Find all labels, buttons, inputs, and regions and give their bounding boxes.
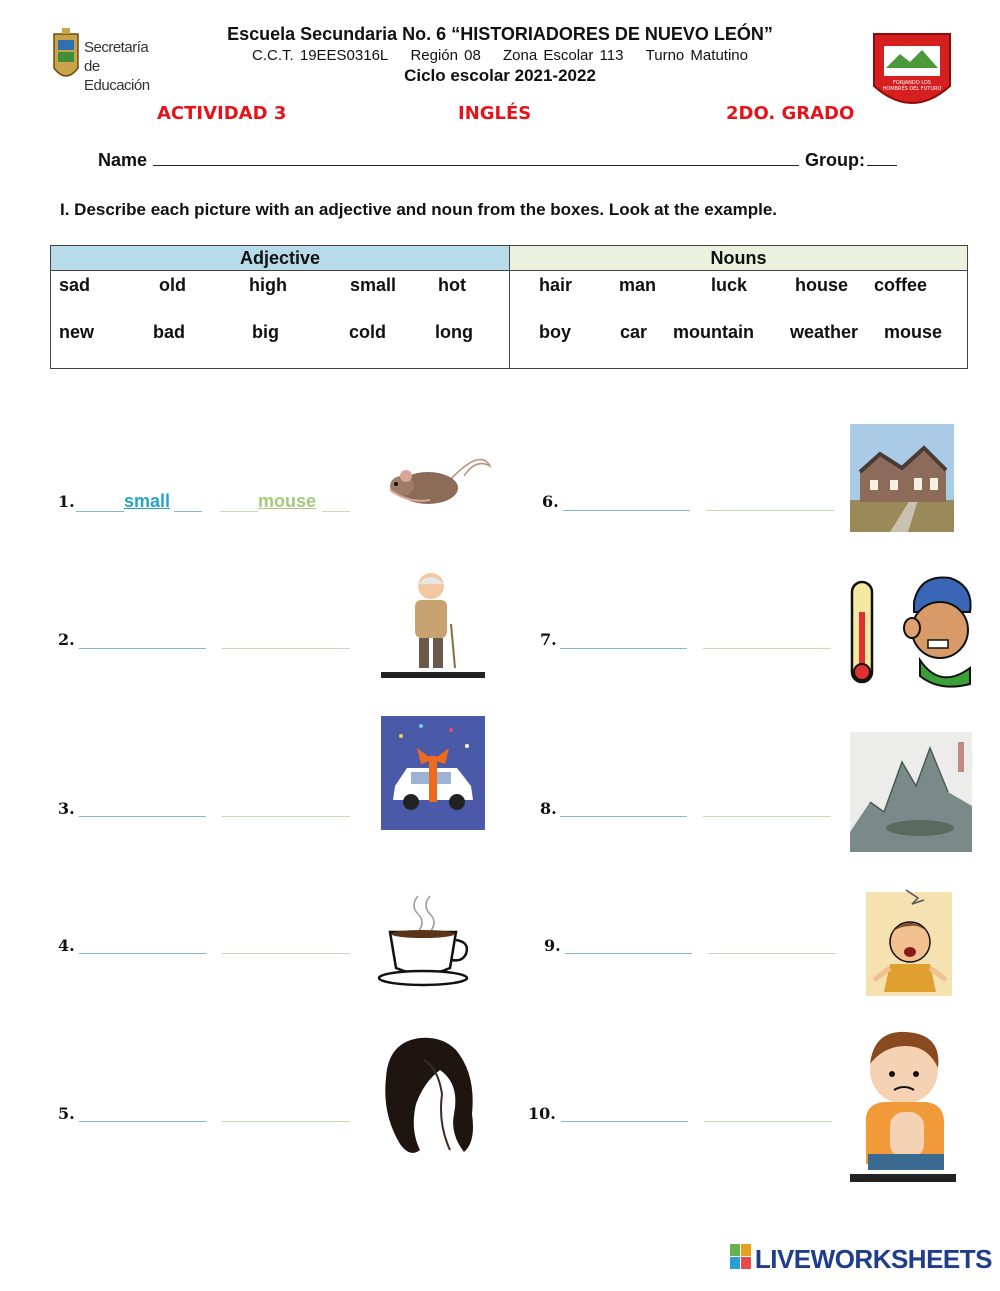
answer-input-adjective[interactable] [560, 648, 687, 649]
noun-word: mouse [884, 322, 943, 342]
answer-input-adjective[interactable] [561, 1121, 688, 1122]
group-field[interactable] [867, 151, 897, 166]
answer-input-adjective[interactable] [79, 816, 206, 817]
sec-logo-line2: de Educación [84, 58, 150, 94]
school-seal-icon [868, 24, 956, 112]
item-number: 8. [540, 799, 557, 818]
seal-motto-line2: HOMBRES DEL FUTURO [882, 86, 942, 92]
noun-word: boy [539, 322, 572, 342]
name-field[interactable] [153, 151, 799, 166]
example-noun: mouse [258, 491, 317, 511]
liveworksheets-mark-icon [730, 1244, 752, 1277]
answer-input-noun[interactable] [708, 953, 836, 954]
adjective-header: Adjective [51, 246, 510, 271]
old-man-icon [381, 568, 485, 678]
answer-input-adjective[interactable] [79, 1121, 206, 1122]
activity-label: ACTIVIDAD 3 [157, 103, 287, 124]
school-zone: Zona Escolar 113 [503, 47, 624, 64]
subject-label: INGLÉS [458, 103, 532, 124]
answer-blank [322, 511, 350, 512]
seal-motto-line1: FORJANDO LOS [893, 80, 931, 86]
grade-label: 2DO. GRADO [726, 103, 855, 124]
name-label: Name [98, 150, 148, 170]
answer-blank [76, 511, 124, 512]
cct-code: C.C.T. 19EES0316L [252, 47, 389, 64]
answer-input-adjective[interactable] [79, 953, 206, 954]
new-car-icon [381, 716, 485, 830]
answer-input-noun[interactable] [703, 816, 831, 817]
adjective-word: new [59, 322, 95, 342]
answer-input-noun[interactable] [704, 1121, 832, 1122]
answer-blank [220, 511, 258, 512]
mouse-icon [380, 428, 492, 530]
noun-word: house [795, 275, 849, 295]
adjective-word: long [435, 322, 473, 342]
item-number: 3. [58, 799, 75, 818]
item-number: 9. [544, 936, 561, 955]
noun-word: mountain [673, 322, 754, 342]
answer-input-noun[interactable] [222, 1121, 350, 1122]
cold-weather-icon [850, 572, 974, 690]
answer-input-adjective[interactable] [79, 648, 206, 649]
noun-word: luck [711, 275, 748, 295]
instruction: I. Describe each picture with an adjective and noun from the boxes. Look at the example. [60, 200, 778, 219]
answer-input-adjective[interactable] [560, 816, 687, 817]
item-number: 5. [58, 1104, 75, 1123]
shift: Turno Matutino [645, 47, 748, 64]
adjective-word: sad [59, 275, 91, 295]
liveworksheets-logo[interactable] [730, 1244, 992, 1277]
answer-input-adjective[interactable] [565, 953, 692, 954]
adjective-word: old [159, 275, 186, 295]
item-number: 7. [540, 630, 557, 649]
noun-word: man [619, 275, 657, 295]
answer-input-noun[interactable] [222, 816, 350, 817]
item-number: 10. [528, 1104, 556, 1123]
answer-input-noun[interactable] [706, 510, 834, 511]
school-details [0, 47, 1000, 64]
answer-input-noun[interactable] [222, 953, 350, 954]
answer-input-noun[interactable] [703, 648, 831, 649]
item-number: 4. [58, 936, 75, 955]
school-cycle: Ciclo escolar 2021-2022 [404, 66, 596, 85]
noun-word: car [620, 322, 648, 342]
big-house-icon [850, 424, 954, 532]
answer-input-noun[interactable] [222, 648, 350, 649]
school-seal [868, 24, 956, 112]
sec-logo-line1: Secretaría [84, 39, 149, 56]
adjective-word: big [252, 322, 279, 342]
noun-word: weather [790, 322, 859, 342]
adjective-word: bad [153, 322, 186, 342]
example-adjective: small [124, 491, 171, 511]
adjective-cell [51, 271, 510, 369]
high-mountain-icon [850, 732, 972, 852]
hot-coffee-icon [370, 888, 480, 994]
adjective-word: cold [349, 322, 387, 342]
noun-word: coffee [874, 275, 928, 295]
school-name: Escuela Secundaria No. 6 “HISTORIADORES DE NUEVO LEÓN” [227, 24, 773, 44]
nouns-cell [510, 271, 968, 369]
region: Región 08 [410, 47, 481, 64]
long-hair-icon [380, 1034, 478, 1158]
item-number: 6. [542, 492, 559, 511]
name-row [98, 150, 897, 171]
bad-luck-icon [866, 884, 952, 996]
answer-input-adjective[interactable] [563, 510, 690, 511]
nouns-header: Nouns [510, 246, 968, 271]
item-number: 1. [58, 492, 75, 511]
word-bank-table [50, 245, 968, 369]
sad-boy-icon [850, 1024, 956, 1182]
liveworksheets-brand: LIVEWORKSHEETS [754, 1244, 992, 1274]
group-label: Group: [805, 150, 866, 170]
adjective-word: high [249, 275, 287, 295]
answer-blank [174, 511, 202, 512]
noun-word: hair [539, 275, 573, 295]
item-number: 2. [58, 630, 75, 649]
adjective-word: hot [438, 275, 466, 295]
adjective-word: small [350, 275, 397, 295]
